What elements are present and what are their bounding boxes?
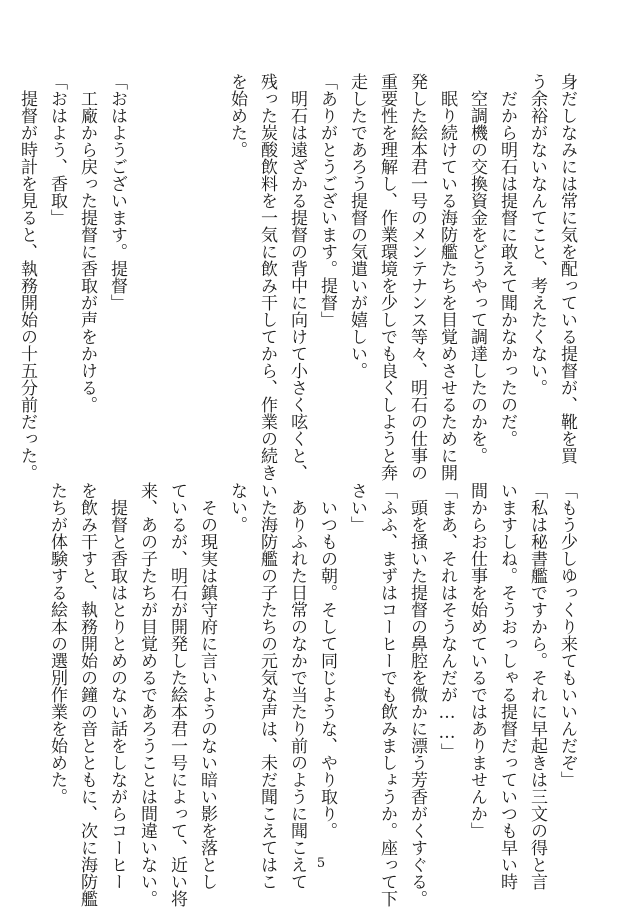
text-line: 発した絵本君一号のメンテナンス等々、明石の仕事の [407, 73, 427, 481]
text-block-bottom [47, 482, 582, 907]
text-line: を飲み干すと、執務開始の鐘の音とともに、次に海防艦 [77, 482, 97, 907]
text-line: ありふれた日常のなかで当たり前のように聞こえて [287, 482, 307, 890]
text-line: いますしね。そうおっしゃる提督だっていつも早い時 [497, 482, 517, 890]
text-line: 工廠から戻った提督に香取が声をかける。 [77, 73, 97, 413]
text-line: 身だしなみには常に気を配っている提督が、靴を買 [557, 73, 577, 464]
blank-line [192, 73, 222, 453]
text-line: だから明石は提督に敢えて聞かなかったのだ。 [497, 73, 517, 447]
blank-line [132, 73, 162, 453]
text-line: 走したであろう提督の気遣いが嬉しい。 [347, 73, 367, 379]
text-line: 間からお仕事を始めているではありませんか」 [467, 482, 487, 839]
page-number: 5 [316, 856, 326, 871]
text-block-top [17, 73, 582, 481]
text-line: 「私は秘書艦ですから。それに早起きは三文の得と言 [527, 482, 547, 890]
text-line: 眠り続けている海防艦たちを目覚めさせるために開 [437, 73, 457, 481]
text-line: 「おはよう、香取」 [47, 73, 67, 226]
text-line: 明石は遠ざかる提督の背中に向けて小さく呟くと、 [287, 73, 307, 481]
text-line: たちが体験する絵本の選別作業を始めた。 [47, 482, 67, 805]
text-line: いた海防艦の子たちの元気な声は、未だ聞こえてはこ [257, 482, 277, 890]
text-line: 「まあ、それはそうなんだが……」 [437, 482, 457, 760]
text-line: 「もう少しゆっくり来てもいいんだぞ」 [557, 482, 577, 788]
text-line: 「ありがとうございます。提督」 [317, 73, 337, 328]
text-line: さい」 [347, 482, 367, 533]
text-line: 「おはようございます。提督」 [107, 73, 127, 311]
text-line: 提督が時計を見ると、執務開始の十五分前だった。 [17, 73, 37, 481]
text-line: 「ふふ、まずはコーヒーでも飲みましょうか。座って下 [377, 482, 397, 907]
text-line: を始めた。 [227, 73, 247, 158]
text-line: 重要性を理解し、作業環境を少しでも良くしようと奔 [377, 73, 397, 481]
text-line: 提督と香取はとりとめのない話をしながらコーヒー [107, 482, 127, 890]
text-line: 頭を掻いた提督の鼻腔を微かに漂う芳香がくすぐる。 [407, 482, 427, 907]
blank-line [162, 73, 192, 453]
text-line: ない。 [227, 482, 247, 533]
text-line: その現実は鎮守府に言いようのない暗い影を落とし [197, 482, 217, 890]
text-line: いつもの朝。そして同じような、やり取り。 [317, 482, 337, 839]
text-line: う余裕がないなんてこと、考えたくない。 [527, 73, 547, 396]
text-line: 残った炭酸飲料を一気に飲み干してから、作業の続き [257, 73, 277, 481]
text-line: 来、あの子たちが目覚めるであろうことは間違いない。 [137, 482, 157, 907]
text-line: 空調機の交換資金をどうやって調達したのかを。 [467, 73, 487, 464]
text-line: ているが、明石が開発した絵本君一号によって、近い将 [167, 482, 187, 907]
